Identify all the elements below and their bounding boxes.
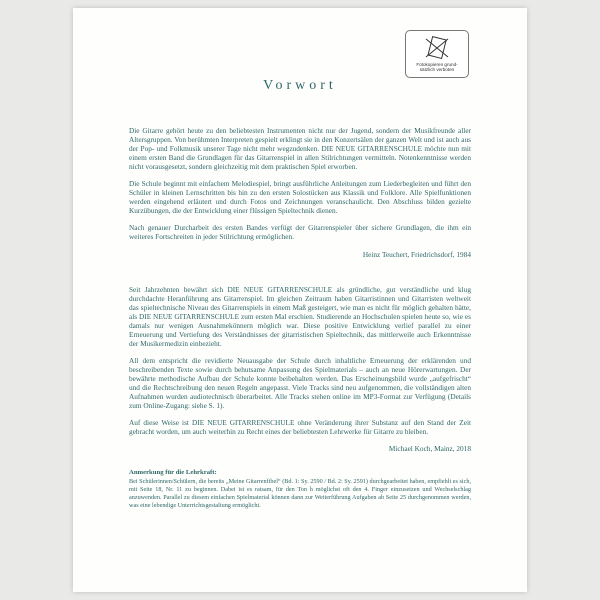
book-page — [73, 8, 527, 592]
stamp-line-1: Fotokopieren grund- — [416, 61, 458, 67]
no-photocopy-stamp — [405, 30, 469, 78]
signature-1984: Heinz Teuchert, Friedrichsdorf, 1984 — [362, 249, 471, 259]
preface-1984-paragraph-3: Nach genauer Durcharbeit des ersten Bandes verfügt der Gitarrenspieler über sichere Grundlagen, die ihm ein weiteres Fortschreiten in jeder Stilrichtung ermöglichen. — [129, 223, 471, 242]
preface-2018-paragraph-1: Seit Jahrzehnten bewährt sich DIE NEUE GITARRENSCHULE als gründliche, gut verständliche und klug durchdachte Heranführung ans Gitarrenspiel. Im gleichen Zeitraum haben Gitarristinnen und Gitarristen weltweit das spieltechnische Niveau des Gitarrenspiels in einem Maß gesteigert, wie man es nicht für möglich gehalten hätte, als DIE NEUE GITARRENSCHULE zum ersten Mal erschien. Studierende an Hochschulen spielen heute so, wie es damals nur wenigen Ausnahmekönnern möglich war. Diese positive Entwicklung verlief parallel zu einer Erneuerung und Vertiefung des Verständnisses der gitarristischen Spieltechnik, das mittlerweile auch Erkenntnisse der Musikermedizin einbezieht. — [129, 284, 471, 348]
no-photocopy-icon — [421, 36, 453, 60]
preface-2018-paragraph-2: All dem entspricht die revidierte Neuausgabe der Schule durch inhaltliche Erneuerung der erklärenden und beschreibenden Texte sowie durch behutsame Anpassung des Spielmaterials – auch an neue Hörerwartungen. Der bewährte methodische Aufbau der Schule konnte beibehalten werden. Das Erscheinungsbild wurde „aufgefrischt“ und die Rechtschreibung den neuen Regeln angepasst. Viele Tracks sind neu aufgenommen, die vollständigen alten Aufnahmen wurden audiotechnisch überarbeitet. Alle Tracks stehen online im MP3-Format zur Verfügung (Details zum Online-Zugang: siehe S. 1). — [129, 355, 471, 411]
stamp-text — [416, 62, 457, 73]
teacher-note-text: Bei Schülerinnen/Schülern, die bereits „Meine Gitarrenfibel“ (Bd. 1: Sy. 2590 / Bd. 2: Sy. 2591) durchgearbeitet haben, empfiehlt es sich, mit Seite 18, Nr. 11 zu beginnen. Dabei ist es ratsam, für den Ton h möglichst oft den 4. Finger einzusetzen und Wechselschlag anzuwenden. Parallel zu diesem einfachen Spielmaterial können dann zur Weiterführung Aufgaben ab Seite 25 durchgenommen werden, was eine lebendige Unterrichtsgestaltung ermöglicht. — [129, 478, 471, 510]
stamp-line-2: sätzlich verboten — [419, 67, 455, 72]
page-content — [73, 78, 527, 510]
preface-2018-paragraph-3: Auf diese Weise ist DIE NEUE GITARRENSCHULE ohne Veränderung ihrer Substanz auf den Stand der Zeit gebracht worden, um auch weiterhin zu Recht eines der beliebtesten Lehrwerke für Gitarre zu bleiben. — [129, 418, 471, 437]
teacher-note — [129, 469, 471, 510]
section-spacer — [129, 259, 471, 285]
preface-1984-paragraph-1: Die Gitarre gehört heute zu den beliebtesten Instrumenten nicht nur der Jugend, sondern der Musikfreunde aller Altersgruppen. Von berühmten Interpreten gespielt erklingt sie in den Konzertsälen der ganzen Welt und ist auch aus der Pop- und Folkmusik unserer Tage nicht mehr wegzudenken. DIE NEUE GITARRENSCHULE möchte nun mit einem ersten Band die Grundlagen für das Gitarrenspiel in allen Stilrichtungen vermitteln. Notenkenntnisse werden nicht vorausgesetzt, sondern gleichzeitig mit dem praktischen Spiel erworben. — [129, 126, 471, 172]
signature-2018: Michael Koch, Mainz, 2018 — [388, 444, 471, 454]
page-title: Vorwort — [263, 78, 337, 93]
teacher-note-heading: Anmerkung für die Lehrkraft: — [129, 469, 217, 477]
preface-1984-paragraph-2: Die Schule beginnt mit einfachem Melodiespiel, bringt ausführliche Anleitungen zum Liederbegleiten und führt den Schüler in kleinen Lernschritten bis hin zu den ersten Solostücken aus Klassik und Folklore. Alle Spielfunktionen werden eingehend erläutert und durch Fotos und Zeichnungen veranschaulicht. Den Abschluss bilden gezielte Kurzübungen, die der Entwicklung einer flüssigen Spieltechnik dienen. — [129, 179, 471, 216]
